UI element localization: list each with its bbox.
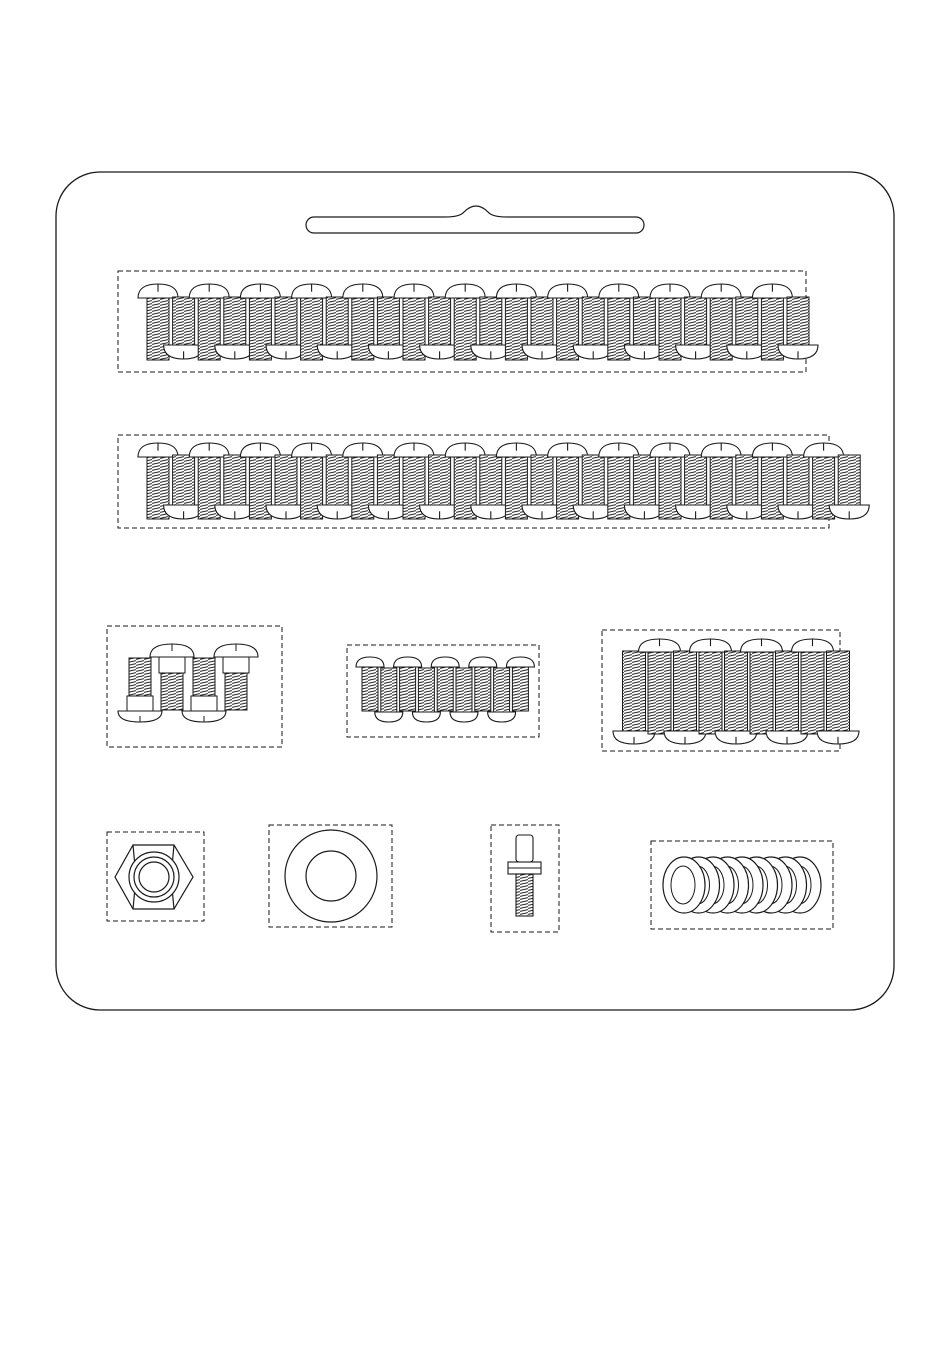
screw-medium-group bbox=[613, 639, 859, 744]
spring-washers-icon bbox=[663, 857, 821, 913]
flat-washer-icon bbox=[285, 830, 377, 922]
